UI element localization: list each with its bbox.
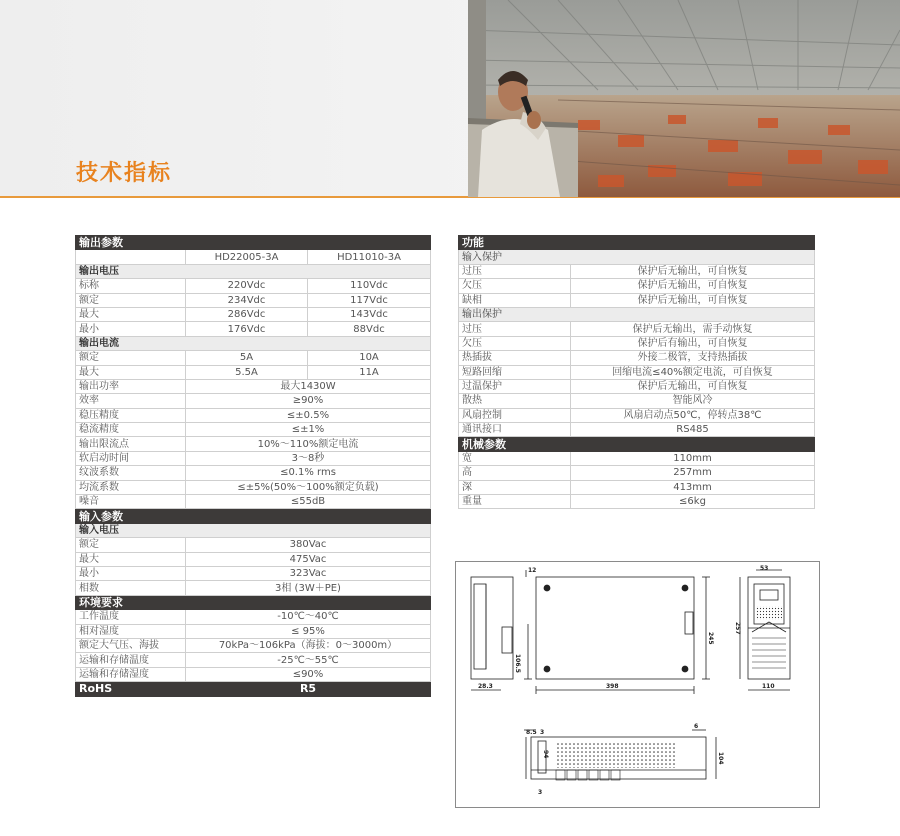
row-value: 风扇启动点50℃，停转点38℃ <box>571 408 815 422</box>
cell-a: 176Vdc <box>186 322 308 336</box>
row-label: 运输和存储湿度 <box>76 667 186 681</box>
cell-b: 117Vdc <box>308 293 431 307</box>
row-value: 323Vac <box>186 566 431 580</box>
row-label: 短路回缩 <box>459 365 571 379</box>
table-row <box>76 566 431 580</box>
dim-label: 110 <box>762 683 775 690</box>
row-value: 3～8秒 <box>186 451 431 465</box>
table-row <box>459 351 815 365</box>
row-label: 额定 <box>76 293 186 307</box>
row-value: 保护后无输出，可自恢复 <box>571 279 815 293</box>
row-value: ≤6kg <box>571 495 815 509</box>
table-row <box>76 552 431 566</box>
table-row <box>459 480 815 494</box>
dim-label: 94 <box>542 750 549 759</box>
cell-a: 220Vdc <box>186 279 308 293</box>
page-title: 技术指标 <box>76 161 173 186</box>
subheader-input-protection: 输入保护 <box>459 250 815 264</box>
table-row <box>76 610 431 624</box>
table-row <box>76 466 431 480</box>
row-value: 475Vac <box>186 552 431 566</box>
table-row <box>76 307 431 321</box>
table-row <box>459 408 815 422</box>
row-value: -10℃～40℃ <box>186 610 431 624</box>
table-row <box>76 293 431 307</box>
row-label: 效率 <box>76 394 186 408</box>
row-value: ≥90% <box>186 394 431 408</box>
section-header-mechanical: 机械参数 <box>459 437 815 451</box>
row-value: 保护后无输出，需手动恢复 <box>571 322 815 336</box>
table-row <box>76 408 431 422</box>
table-row <box>76 638 431 652</box>
row-value: ≤ 95% <box>186 624 431 638</box>
row-value: 3相 (3W＋PE) <box>186 581 431 595</box>
table-row <box>76 437 431 451</box>
row-label: 工作温度 <box>76 610 186 624</box>
table-row <box>76 423 431 437</box>
dim-label: 245 <box>707 632 714 645</box>
table-row <box>459 379 815 393</box>
row-label: 最大 <box>76 365 186 379</box>
right-spec-table <box>458 235 815 509</box>
dim-label: 6 <box>694 723 699 730</box>
row-label: 稳流精度 <box>76 423 186 437</box>
row-label: 过压 <box>459 322 571 336</box>
row-label: 最小 <box>76 322 186 336</box>
table-row <box>76 322 431 336</box>
row-label: 欠压 <box>459 279 571 293</box>
row-label: 额定 <box>76 538 186 552</box>
cell-a: 5A <box>186 351 308 365</box>
dim-label: 8.5 <box>526 729 537 736</box>
row-value: ≤0.1% rms <box>186 466 431 480</box>
row-value: 外接二极管，支持热插拔 <box>571 351 815 365</box>
row-label: 缺相 <box>459 293 571 307</box>
row-value: RS485 <box>571 423 815 437</box>
rohs-value: R5 <box>186 682 431 696</box>
empty-cell <box>76 250 186 264</box>
row-value: 最大1430W <box>186 379 431 393</box>
row-label: 噪音 <box>76 495 186 509</box>
row-label: 相数 <box>76 581 186 595</box>
subheader-output-voltage: 输出电压 <box>76 264 431 278</box>
row-label: 重量 <box>459 495 571 509</box>
cell-b: 110Vdc <box>308 279 431 293</box>
row-label: 风扇控制 <box>459 408 571 422</box>
table-row <box>459 365 815 379</box>
cell-b: 143Vdc <box>308 307 431 321</box>
table-row <box>459 423 815 437</box>
cell-b: 10A <box>308 351 431 365</box>
table-row <box>459 466 815 480</box>
table-row <box>76 365 431 379</box>
row-value: 回缩电流≤40%额定电流，可自恢复 <box>571 365 815 379</box>
subheader-output-protection: 输出保护 <box>459 307 815 321</box>
row-label: 欠压 <box>459 336 571 350</box>
cell-b: 88Vdc <box>308 322 431 336</box>
dim-label: 12 <box>528 567 537 574</box>
table-row <box>76 451 431 465</box>
row-label: 标称 <box>76 279 186 293</box>
section-header-input: 输入参数 <box>76 509 431 523</box>
dim-label: 3 <box>538 789 543 796</box>
table-row <box>76 653 431 667</box>
row-value: ≤±1% <box>186 423 431 437</box>
row-label: 最大 <box>76 552 186 566</box>
table-row <box>459 264 815 278</box>
section-header-output: 输出参数 <box>76 236 431 250</box>
cell-b: 11A <box>308 365 431 379</box>
table-row <box>76 480 431 494</box>
table-row <box>76 495 431 509</box>
subheader-output-current: 输出电流 <box>76 336 431 350</box>
table-row <box>76 581 431 595</box>
table-row <box>459 322 815 336</box>
row-label: 过温保护 <box>459 379 571 393</box>
row-label: 散热 <box>459 394 571 408</box>
dim-label: 257 <box>734 622 741 635</box>
row-label: 额定 <box>76 351 186 365</box>
row-label: 运输和存储温度 <box>76 653 186 667</box>
dim-label: 28.3 <box>478 683 493 690</box>
row-label: 通讯接口 <box>459 423 571 437</box>
row-value: 110mm <box>571 451 815 465</box>
table-row <box>76 351 431 365</box>
dim-label: 106.5 <box>514 654 521 673</box>
table-row <box>459 451 815 465</box>
row-label: 最大 <box>76 307 186 321</box>
row-value: 智能风冷 <box>571 394 815 408</box>
row-value: ≤90% <box>186 667 431 681</box>
cell-a: 5.5A <box>186 365 308 379</box>
row-label: 最小 <box>76 566 186 580</box>
row-label: 均流系数 <box>76 480 186 494</box>
table-row <box>459 495 815 509</box>
table-row <box>76 538 431 552</box>
table-row <box>76 624 431 638</box>
row-label: 宽 <box>459 451 571 465</box>
row-label: 纹波系数 <box>76 466 186 480</box>
row-label: 深 <box>459 480 571 494</box>
row-label: 稳压精度 <box>76 408 186 422</box>
dim-label: 53 <box>760 565 769 572</box>
row-value: 70kPa～106kPa（海拔：0～3000m） <box>186 638 431 652</box>
dim-label: 398 <box>606 683 619 690</box>
subheader-input-voltage: 输入电压 <box>76 523 431 537</box>
row-value: 保护后无输出，可自恢复 <box>571 264 815 278</box>
factory-photo <box>468 0 900 197</box>
row-label: 输出功率 <box>76 379 186 393</box>
row-value: 380Vac <box>186 538 431 552</box>
rohs-label: RoHS <box>76 682 186 696</box>
row-value: 保护后有输出，可自恢复 <box>571 336 815 350</box>
table-row <box>76 379 431 393</box>
dim-label: 3 <box>540 729 545 736</box>
row-label: 相对湿度 <box>76 624 186 638</box>
table-row <box>459 279 815 293</box>
model-a-header: HD22005-3A <box>186 250 308 264</box>
dim-label: 104 <box>717 752 724 765</box>
row-value: 保护后无输出，可自恢复 <box>571 293 815 307</box>
table-row <box>76 667 431 681</box>
row-value: -25℃～55℃ <box>186 653 431 667</box>
row-value: 257mm <box>571 466 815 480</box>
row-label: 额定大气压、海拔 <box>76 638 186 652</box>
row-label: 输出限流点 <box>76 437 186 451</box>
row-label: 软启动时间 <box>76 451 186 465</box>
model-b-header: HD11010-3A <box>308 250 431 264</box>
row-value: 保护后无输出，可自恢复 <box>571 379 815 393</box>
dimension-drawing <box>455 561 820 808</box>
table-row <box>459 394 815 408</box>
row-value: ≤55dB <box>186 495 431 509</box>
table-row <box>76 279 431 293</box>
table-row <box>459 293 815 307</box>
row-value: 413mm <box>571 480 815 494</box>
row-value: 10%～110%额定电流 <box>186 437 431 451</box>
table-row <box>76 394 431 408</box>
cell-a: 234Vdc <box>186 293 308 307</box>
table-row <box>459 336 815 350</box>
row-value: ≤±5%(50%～100%额定负载) <box>186 480 431 494</box>
left-spec-table <box>75 235 431 697</box>
section-header-function: 功能 <box>459 236 815 250</box>
section-header-environment: 环境要求 <box>76 595 431 609</box>
row-value: ≤±0.5% <box>186 408 431 422</box>
row-label: 高 <box>459 466 571 480</box>
cell-a: 286Vdc <box>186 307 308 321</box>
row-label: 热插拔 <box>459 351 571 365</box>
row-label: 过压 <box>459 264 571 278</box>
